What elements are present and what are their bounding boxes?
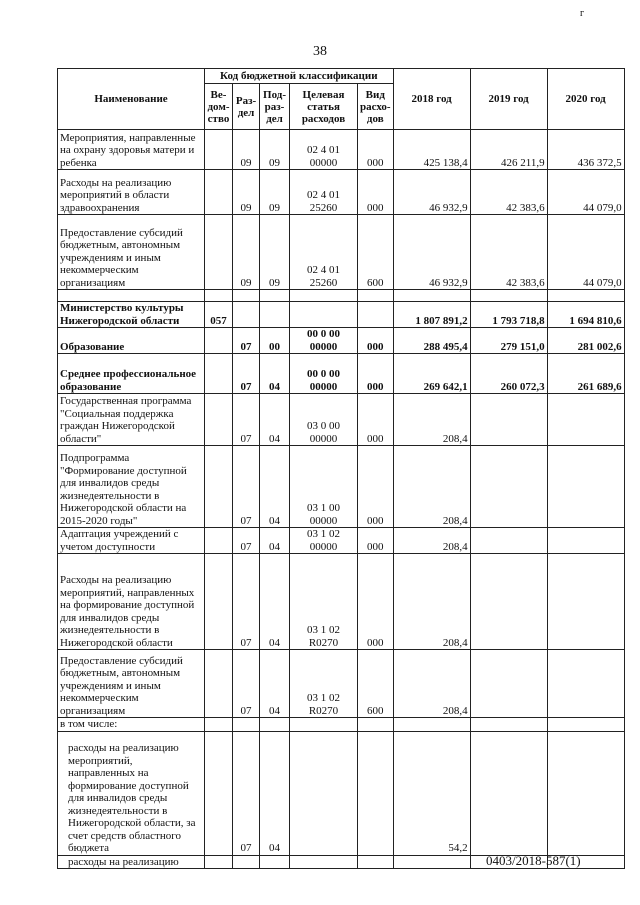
table-row [58,650,625,718]
row-target [290,855,358,869]
row-2020 [547,554,624,650]
row-2018 [393,290,470,302]
row-exp-type: 000 [358,394,394,446]
row-2020: 1 694 810,6 [547,302,624,328]
table-row [58,215,625,290]
row-target: 02 4 01 25260 [290,170,358,215]
row-2020: 261 689,6 [547,354,624,394]
row-dept [205,718,233,732]
row-2020 [547,394,624,446]
row-dept [205,528,233,554]
row-exp-type: 000 [358,328,394,354]
row-dept [205,554,233,650]
row-section [233,855,260,869]
row-dept [205,130,233,170]
row-section: 07 [233,394,260,446]
row-2018: 208,4 [393,394,470,446]
row-dept [205,650,233,718]
corner-mark: г [580,8,585,19]
row-2020 [547,446,624,528]
row-name: Расходы на реализацию мероприятий в области здравоохранения [58,170,205,215]
row-2019: 260 072,3 [470,354,547,394]
row-subsection: 04 [260,731,290,855]
row-exp-type [358,855,394,869]
row-2019: 42 383,6 [470,215,547,290]
row-exp-type: 600 [358,650,394,718]
row-2019: 279 151,0 [470,328,547,354]
row-subsection: 04 [260,650,290,718]
row-section [233,290,260,302]
row-target: 02 4 01 25260 [290,215,358,290]
row-subsection: 04 [260,446,290,528]
row-2018: 288 495,4 [393,328,470,354]
table-row [58,130,625,170]
header-name: Наименование [58,69,205,130]
row-dept [205,855,233,869]
row-exp-type: 000 [358,528,394,554]
row-2018: 208,4 [393,650,470,718]
row-name: Министерство культуры Нижегородской области [58,302,205,328]
row-section: 07 [233,528,260,554]
row-name: расходы на реализацию мероприятий, направленных на формирование доступной для инвалидов среды жизнедеятельности в Нижегородской области, за счет средств областного бюджета [58,731,205,855]
row-2020: 44 079,0 [547,215,624,290]
row-2019 [470,394,547,446]
row-target [290,731,358,855]
header-classification: Код бюджетной классификации [205,69,394,84]
table-row [58,354,625,394]
header-2018: 2018 год [393,69,470,130]
row-2019 [470,446,547,528]
row-section: 07 [233,446,260,528]
row-subsection: 00 [260,328,290,354]
row-target: 03 1 00 00000 [290,446,358,528]
row-2018: 208,4 [393,554,470,650]
row-name: расходы на реализацию [58,855,205,869]
row-dept [205,354,233,394]
row-section: 07 [233,354,260,394]
row-dept [205,731,233,855]
header-2019: 2019 год [470,69,547,130]
table-row [58,394,625,446]
row-dept: 057 [205,302,233,328]
row-2019 [470,718,547,732]
row-2018: 54,2 [393,731,470,855]
row-exp-type [358,731,394,855]
row-2020 [547,290,624,302]
row-name: Подпрограмма "Формирование доступной для инвалидов среды жизнедеятельности в Нижегородской области на 2015-2020 годы" [58,446,205,528]
row-name: Расходы на реализацию мероприятий, направленных на формирование доступной для инвалидов среды жизнедеятельности в Нижегородской области [58,554,205,650]
header-dept: Ве-дом-ство [205,84,233,130]
row-target: 03 0 00 00000 [290,394,358,446]
table-row [58,446,625,528]
row-exp-type: 000 [358,130,394,170]
row-section [233,718,260,732]
row-2019: 1 793 718,8 [470,302,547,328]
row-exp-type [358,290,394,302]
row-section: 09 [233,170,260,215]
row-2020 [547,718,624,732]
row-section: 07 [233,650,260,718]
row-name: Предоставление субсидий бюджетным, автономным учреждениям и иным некоммерческим организациям [58,215,205,290]
page-number: 38 [313,44,327,59]
table-row [58,290,625,302]
table-row [58,328,625,354]
table-row [58,731,625,855]
row-subsection: 04 [260,554,290,650]
row-name: Адаптация учреждений с учетом доступности [58,528,205,554]
row-name: Предоставление субсидий бюджетным, автономным учреждениям и иным некоммерческим организациям [58,650,205,718]
row-2019 [470,554,547,650]
table-body [58,130,625,869]
row-2020: 44 079,0 [547,170,624,215]
row-2020 [547,650,624,718]
row-subsection: 04 [260,528,290,554]
row-subsection: 09 [260,130,290,170]
row-section [233,302,260,328]
row-subsection [260,302,290,328]
table-row [58,554,625,650]
row-subsection [260,290,290,302]
row-section: 09 [233,215,260,290]
table-row [58,302,625,328]
row-subsection: 09 [260,215,290,290]
row-target [290,302,358,328]
row-name: Образование [58,328,205,354]
row-subsection [260,718,290,732]
row-subsection: 09 [260,170,290,215]
row-exp-type: 000 [358,354,394,394]
row-target [290,718,358,732]
row-2018: 1 807 891,2 [393,302,470,328]
row-target: 00 0 00 00000 [290,328,358,354]
row-exp-type [358,718,394,732]
row-dept [205,290,233,302]
header-2020: 2020 год [547,69,624,130]
row-2020: 281 002,6 [547,328,624,354]
row-2018 [393,855,470,869]
budget-table [57,68,625,869]
header-exp-type: Вид расхо-дов [358,84,394,130]
row-name: Мероприятия, направленные на охрану здоровья матери и ребенка [58,130,205,170]
row-name [58,290,205,302]
table-row [58,718,625,732]
row-2018: 208,4 [393,528,470,554]
row-2018: 269 642,1 [393,354,470,394]
row-2019 [470,731,547,855]
row-exp-type: 000 [358,170,394,215]
row-exp-type: 600 [358,215,394,290]
row-2018: 208,4 [393,446,470,528]
table-row [58,170,625,215]
footer-code: 0403/2018-587(1) [486,853,581,868]
row-target: 03 1 02 R0270 [290,554,358,650]
row-dept [205,170,233,215]
row-2018: 46 932,9 [393,170,470,215]
row-2020 [547,528,624,554]
row-2020: 436 372,5 [547,130,624,170]
row-name: Среднее профессиональное образование [58,354,205,394]
row-exp-type [358,302,394,328]
row-2018 [393,718,470,732]
row-name: Государственная программа "Социальная поддержка граждан Нижегородской области" [58,394,205,446]
table-row [58,528,625,554]
row-2018: 425 138,4 [393,130,470,170]
header-section: Раз-дел [233,84,260,130]
row-section: 07 [233,554,260,650]
row-name: в том числе: [58,718,205,732]
header-subsection: Под-раз-дел [260,84,290,130]
row-subsection: 04 [260,354,290,394]
row-dept [205,328,233,354]
row-dept [205,215,233,290]
row-2019: 42 383,6 [470,170,547,215]
header-target: Целевая статья расходов [290,84,358,130]
row-target: 02 4 01 00000 [290,130,358,170]
row-target: 00 0 00 00000 [290,354,358,394]
row-2020 [547,731,624,855]
row-2019 [470,650,547,718]
row-target: 03 1 02 00000 [290,528,358,554]
row-section: 09 [233,130,260,170]
row-dept [205,394,233,446]
row-dept [205,446,233,528]
row-subsection: 04 [260,394,290,446]
row-2019 [470,290,547,302]
row-section: 07 [233,731,260,855]
row-section: 07 [233,328,260,354]
row-exp-type: 000 [358,446,394,528]
row-subsection [260,855,290,869]
row-target: 03 1 02 R0270 [290,650,358,718]
row-2018: 46 932,9 [393,215,470,290]
row-target [290,290,358,302]
row-2019: 426 211,9 [470,130,547,170]
row-exp-type: 000 [358,554,394,650]
row-2019 [470,528,547,554]
